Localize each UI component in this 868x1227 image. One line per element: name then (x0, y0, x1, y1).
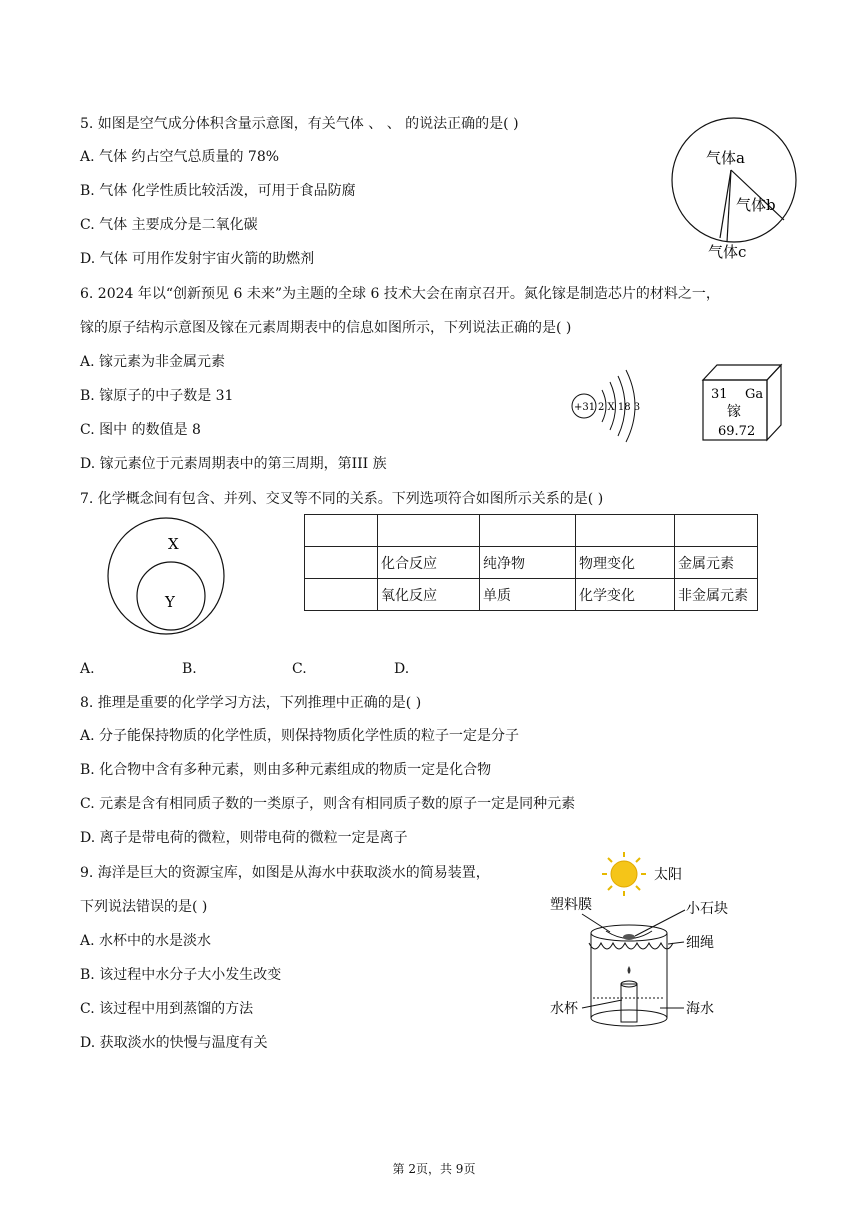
table-cell (675, 515, 758, 547)
q9-option-b: B. 该过程中水分子大小发生改变 (80, 967, 282, 983)
rope-label: 细绳 (686, 935, 714, 951)
table-cell: 单质 (480, 579, 576, 611)
q6-option-c: C. 图中 的数值是 8 (80, 422, 201, 438)
sun-label: 太阳 (654, 867, 682, 883)
table-cell (305, 515, 378, 547)
element-mass: 69.72 (718, 424, 756, 439)
q5-option-c: C. 气体 主要成分是二氧化碳 (80, 217, 258, 233)
table-cell: 物理变化 (576, 547, 675, 579)
table-cell: 氧化反应 (378, 579, 480, 611)
pie-label-c: 气体c (708, 243, 747, 261)
q5-option-b: B. 气体 化学性质比较活泼，可用于食品防腐 (80, 183, 356, 199)
air-composition-pie (668, 112, 818, 264)
table-cell: 纯净物 (480, 547, 576, 579)
q7-options-table (304, 514, 758, 611)
atom-nucleus-label: +31 (574, 402, 596, 413)
table-cell: 化学变化 (576, 579, 675, 611)
q8-option-d: D. 离子是带电荷的微粒，则带电荷的微粒一定是离子 (80, 830, 408, 846)
table-cell (305, 547, 378, 579)
element-number: 31 (711, 387, 728, 402)
q6-stem-line2: 镓的原子结构示意图及镓在元素周期表中的信息如图所示，下列说法正确的是( ) (80, 320, 572, 336)
q7-choice-a: A. (80, 661, 95, 677)
q6-stem-line1: 6. 2024 年以“创新预见 6 未来”为主题的全球 6 技术大会在南京召开。氮化镓是制造芯片的材料之一， (80, 286, 720, 302)
q7-stem: 7. 化学概念间有包含、并列、交叉等不同的关系。下列选项符合如图所示关系的是( ) (80, 491, 604, 507)
cup-label: 水杯 (550, 1001, 578, 1017)
stone-label: 小石块 (686, 901, 728, 917)
film-label: 塑料膜 (550, 897, 592, 913)
seawater-label: 海水 (686, 1001, 714, 1017)
element-name: 镓 (727, 404, 741, 420)
q7-choice-c: C. (292, 661, 307, 677)
q6-option-d: D. 镓元素位于元素周期表中的第三周期，第III 族 (80, 456, 387, 472)
q6-option-b: B. 镓原子的中子数是 31 (80, 388, 234, 404)
q8-option-b: B. 化合物中含有多种元素，则由多种元素组成的物质一定是化合物 (80, 762, 492, 778)
gallium-atom-diagram (566, 368, 646, 448)
table-cell (480, 515, 576, 547)
q8-option-a: A. 分子能保持物质的化学性质，则保持物质化学性质的粒子一定是分子 (80, 728, 520, 744)
table-cell (305, 579, 378, 611)
venn-outer-label: X (168, 535, 179, 553)
q9-option-a: A. 水杯中的水是淡水 (80, 933, 212, 949)
q5-option-a: A. 气体 约占空气总质量的 78% (80, 149, 280, 165)
table-row (305, 515, 758, 547)
q8-stem: 8. 推理是重要的化学学习方法，下列推理中正确的是( ) (80, 695, 422, 711)
gallium-element-cell (700, 362, 786, 444)
table-cell (576, 515, 675, 547)
q9-stem-line2: 下列说法错误的是( ) (80, 899, 208, 915)
page-footer: 第 2页，共 9页 (392, 1162, 476, 1176)
table-row (305, 547, 758, 579)
table-cell: 非金属元素 (675, 579, 758, 611)
q8-option-c: C. 元素是含有相同质子数的一类原子，则含有相同质子数的原子一定是同种元素 (80, 796, 576, 812)
pie-label-a: 气体a (706, 149, 745, 167)
q9-option-c: C. 该过程中用到蒸馏的方法 (80, 1001, 254, 1017)
pie-label-b: 气体b (736, 196, 776, 214)
q6-option-a: A. 镓元素为非金属元素 (80, 354, 226, 370)
q5-option-d: D. 气体 可用作发射宇宙火箭的助燃剂 (80, 251, 315, 267)
atom-shells-label: 2 X 18 3 (598, 402, 641, 413)
sun-icon (602, 852, 646, 896)
venn-diagram (106, 516, 226, 640)
q9-stem-line1: 9. 海洋是巨大的资源宝库，如图是从海水中获取淡水的简易装置， (80, 865, 490, 881)
table-row (305, 579, 758, 611)
q7-choice-b: B. (182, 661, 197, 677)
q7-choice-d: D. (394, 661, 410, 677)
q5-stem: 5. 如图是空气成分体积含量示意图，有关气体 、 、 的说法正确的是( ) (80, 116, 519, 132)
table-cell: 化合反应 (378, 547, 480, 579)
venn-inner-label: Y (165, 593, 175, 611)
table-cell (378, 515, 480, 547)
desalination-apparatus (540, 848, 730, 1044)
table-cell: 金属元素 (675, 547, 758, 579)
element-symbol: Ga (745, 387, 764, 402)
q9-option-d: D. 获取淡水的快慢与温度有关 (80, 1035, 268, 1051)
